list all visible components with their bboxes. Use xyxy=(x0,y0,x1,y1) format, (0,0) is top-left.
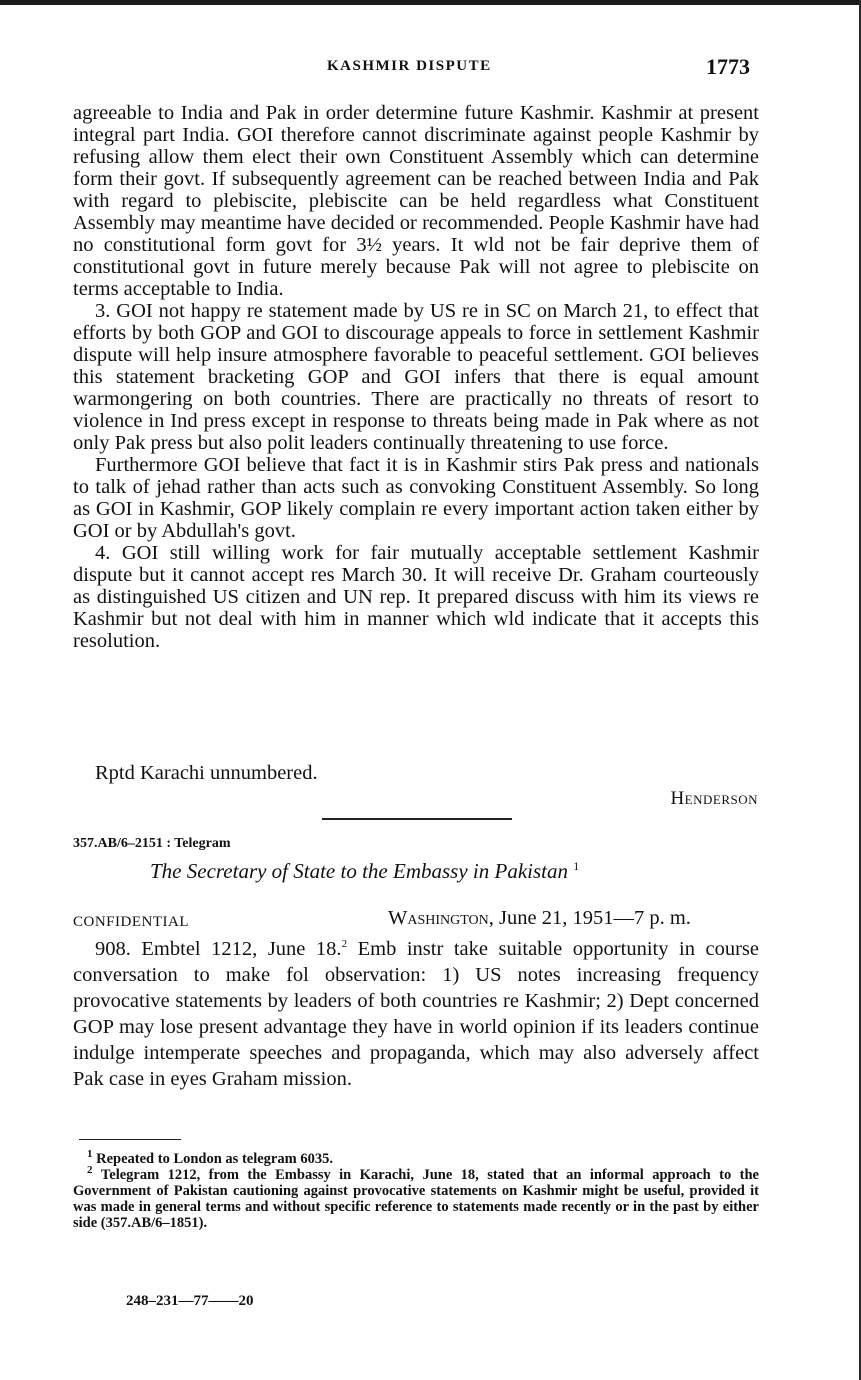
signature: Henderson xyxy=(670,788,758,809)
paragraph-4: 4. GOI still willing work for fair mutually acceptable settlement Kashmir dispute but it cannot accept res March 30. It will receive Dr. Graham courteously as distinguished US citizen and UN rep. It prepared discuss with him its views re Kashmir but not deal with him in manner which wld indicate that it accepts this resolution. xyxy=(73,542,759,652)
telegram-paragraph xyxy=(73,936,759,1092)
footnote-1-text: Repeated to London as telegram 6035. xyxy=(96,1151,333,1167)
document-title xyxy=(150,859,579,884)
dateline-place: Washington, xyxy=(388,907,494,929)
footnotes xyxy=(73,1148,759,1231)
telegram-text xyxy=(73,936,759,1092)
document-title-text: The Secretary of State to the Embassy in Pakistan xyxy=(150,859,568,883)
footnote-1-mark: 1 xyxy=(87,1148,93,1161)
footnote-2-text: Telegram 1212, from the Embassy in Karachi, June 18, stated that an informal approach to the Government of Pakistan cautioning against provocative statements on Kashmir might be useful, provided it was made in general terms and without specific reference to statements made recently or in the past by either side (357.AB/6–1851). xyxy=(73,1167,759,1231)
telegram-text-start: 908. Embtel 1212, June 18. xyxy=(95,938,342,960)
footnote-marker-1: 1 xyxy=(573,859,580,873)
printer-code: 248–231—77——20 xyxy=(126,1293,254,1309)
footnote-rule xyxy=(79,1139,181,1140)
telegram-text-rest: Emb instr take suitable opportunity in course conversation to make fol observation: 1) US notes increasing frequency provocative statements by leaders of both countries re Kashmir; 2) Dept concerned GOP may lose present advantage they have in world opinion if its leaders continue indulge intemperate speeches and propaganda, which may also adversely affect Pak case in eyes Graham mission. xyxy=(73,938,759,1090)
repeat-note: Rptd Karachi unnumbered. xyxy=(95,762,318,784)
footnote-1 xyxy=(73,1148,759,1167)
paragraph-continued: agreeable to India and Pak in order determine future Kashmir. Kashmir at present integral part India. GOI therefore cannot discriminate against people Kashmir by refusing allow them elect their own Constituent Assembly which can determine form their govt. If subsequently agreement can be reached between India and Pak with regard to plebiscite, plebiscite can be held regardless what Constituent Assembly may meantime have decided or recommended. People Kashmir have had no constitutional form govt for 3½ years. It wld not be fair deprive them of constitutional govt in future merely because Pak will not agree to plebiscite on terms acceptable to India. xyxy=(73,102,759,300)
dateline-date: June 21, 1951—7 p. m. xyxy=(493,907,691,929)
classification: CONFIDENTIAL xyxy=(73,914,189,930)
footnote-2-mark: 2 xyxy=(87,1164,93,1177)
running-head: KASHMIR DISPUTE xyxy=(327,58,492,74)
footnote-marker-2: 2 xyxy=(341,938,348,951)
page-number: 1773 xyxy=(706,54,750,79)
section-divider xyxy=(322,818,512,820)
file-reference: 357.AB/6–2151 : Telegram xyxy=(73,836,231,851)
paragraph-3: 3. GOI not happy re statement made by US re in SC on March 21, to effect that efforts by both GOP and GOI to discourage appeals to force in settlement Kashmir dispute will help insure atmosphere favorable to peaceful settlement. GOI believes this statement bracketing GOP and GOI infers that there is equal amount warmongering on both countries. There are practically no threats of resort to violence in Ind press except in response to threats being made in Pak where as not only Pak press but also polit leaders continually threatening to use force. xyxy=(73,300,759,454)
footnote-2 xyxy=(73,1164,759,1231)
dateline xyxy=(388,907,691,930)
top-border xyxy=(0,0,861,5)
body-text xyxy=(73,102,759,652)
paragraph-furthermore: Furthermore GOI believe that fact it is in Kashmir stirs Pak press and nationals to talk of jehad rather than acts such as convoking Constituent Assembly. So long as GOI in Kashmir, GOP likely complain re every important action taken either by GOI or by Abdullah's govt. xyxy=(73,454,759,542)
